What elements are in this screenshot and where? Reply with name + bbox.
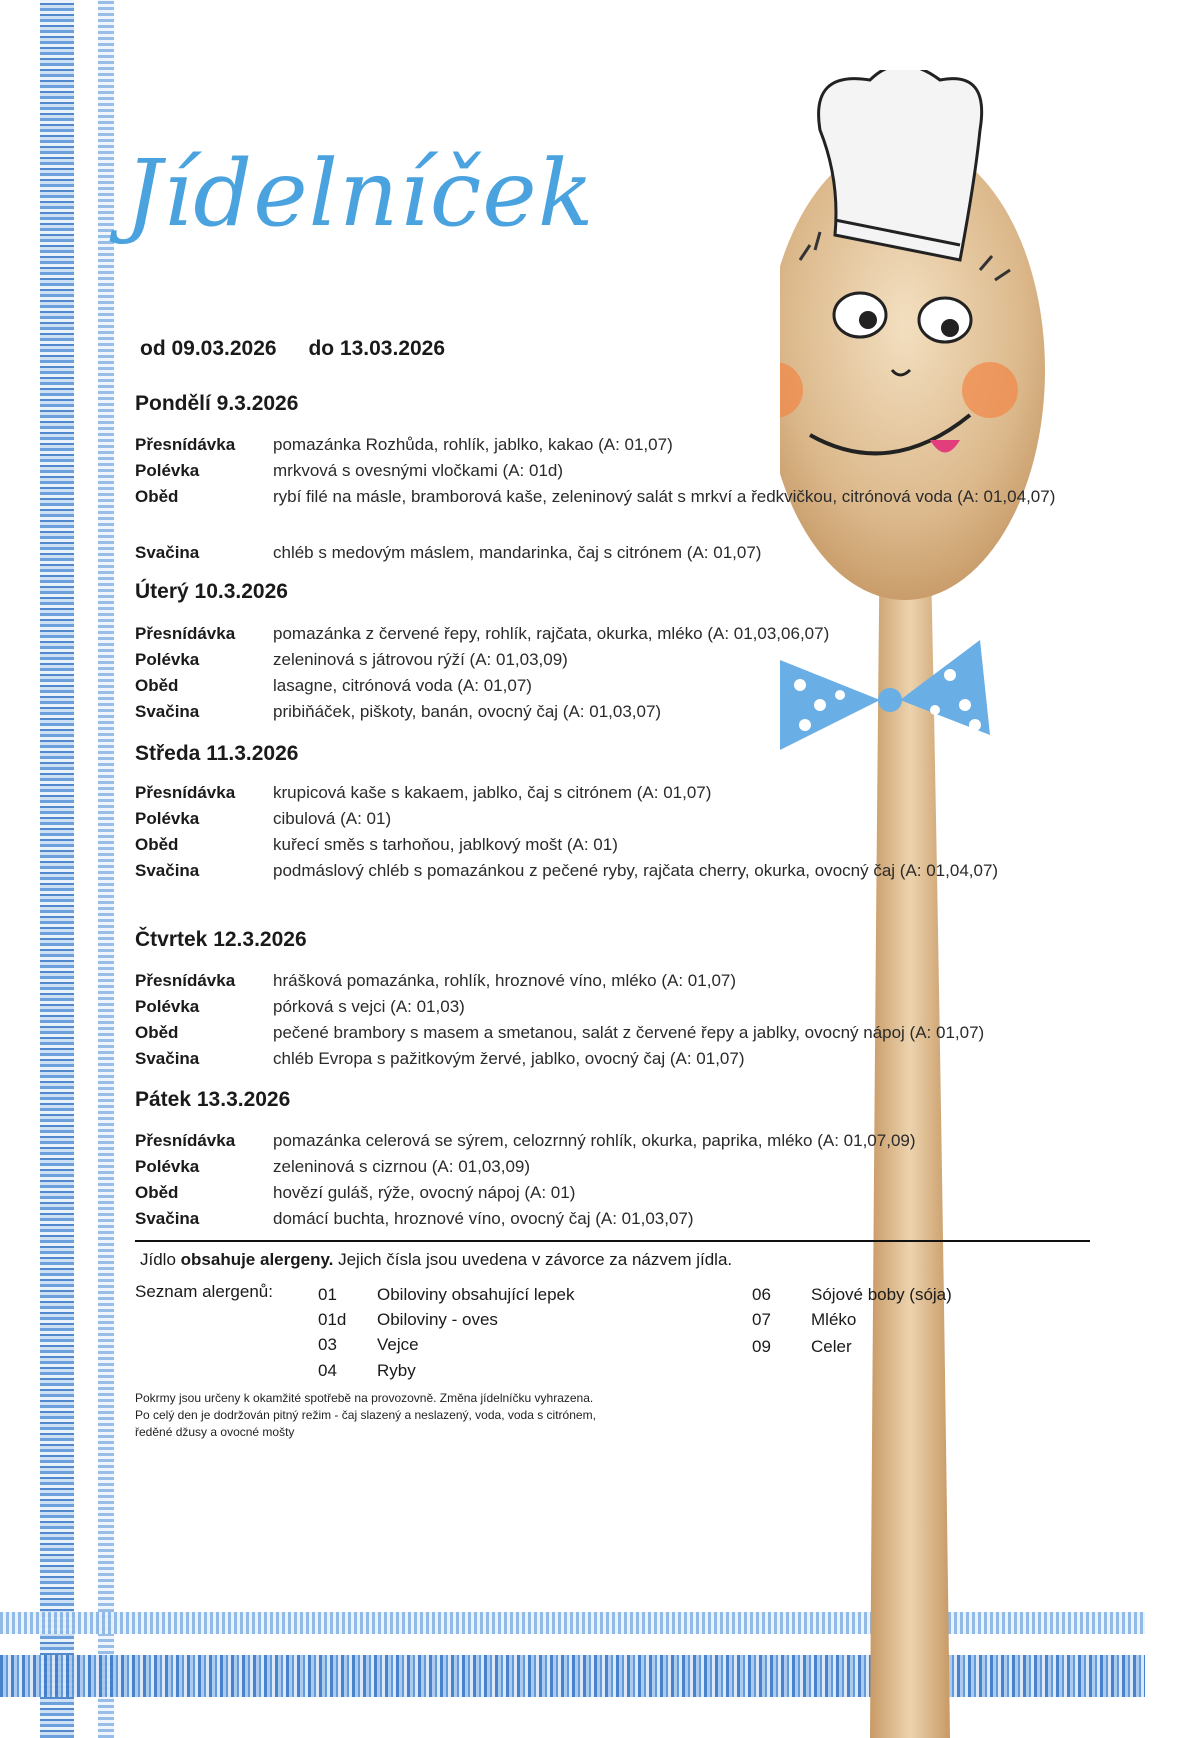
allergen-name: Obiloviny - oves — [377, 1310, 498, 1329]
meal-label: Svačina — [135, 702, 200, 721]
meal-text: zeleninová s cizrnou (A: 01,03,09) — [273, 1157, 531, 1176]
allergen-name: Mléko — [811, 1310, 857, 1329]
meal-label: Oběd — [135, 487, 179, 506]
day-heading: Čtvrtek 12.3.2026 — [135, 928, 307, 951]
date-from: od 09.03.2026 — [140, 337, 277, 360]
meal-text: kuřecí směs s tarhoňou, jablkový mošt (A: 01) — [273, 835, 618, 854]
meal-text: pomazánka Rozhůda, rohlík, jablko, kakao (A: 01,07) — [273, 435, 673, 454]
meal-text: pórková s vejci (A: 01,03) — [273, 997, 465, 1016]
meal-text: pribiňáček, piškoty, banán, ovocný čaj (A: 01,03,07) — [273, 702, 662, 721]
allergen-name: Ryby — [377, 1361, 416, 1380]
allergen-code: 04 — [318, 1361, 337, 1380]
meal-label: Polévka — [135, 997, 200, 1016]
meal-label: Polévka — [135, 1157, 200, 1176]
page-title: Jídelníček — [125, 140, 595, 247]
allergen-code: 03 — [318, 1335, 337, 1354]
meal-label: Svačina — [135, 543, 200, 562]
day-heading: Úterý 10.3.2026 — [135, 580, 288, 603]
meal-label: Polévka — [135, 461, 200, 480]
meal-label: Oběd — [135, 676, 179, 695]
allergen-name: Vejce — [377, 1335, 419, 1354]
date-to: do 13.03.2026 — [308, 337, 446, 360]
allergen-note-bold: obsahuje alergeny. — [180, 1250, 334, 1269]
meal-text: rybí filé na másle, bramborová kaše, zeleninový salát s mrkví a ředkvičkou, citrónová voda (A: 01,04,07) — [273, 487, 1056, 506]
meal-label: Oběd — [135, 1023, 179, 1042]
divider — [135, 1240, 1090, 1242]
allergen-name: Sójové boby (sója) — [811, 1285, 952, 1304]
meal-text: mrkvová s ovesnými vločkami (A: 01d) — [273, 461, 564, 480]
meal-text: hrášková pomazánka, rohlík, hroznové víno, mléko (A: 01,07) — [273, 971, 737, 990]
meal-label: Polévka — [135, 809, 200, 828]
footer-line: ředěné džusy a ovocné mošty — [135, 1425, 295, 1439]
meal-label: Svačina — [135, 1209, 200, 1228]
footer-line: Pokrmy jsou určeny k okamžité spotřebě na provozovně. Změna jídelníčku vyhrazena. — [135, 1391, 594, 1405]
meal-label: Přesnídávka — [135, 783, 236, 802]
date-range — [140, 337, 471, 361]
meal-text: lasagne, citrónová voda (A: 01,07) — [273, 676, 532, 695]
meal-label: Oběd — [135, 1183, 179, 1202]
meal-label: Svačina — [135, 1049, 200, 1068]
day-heading: Středa 11.3.2026 — [135, 742, 299, 765]
allergen-list-label: Seznam alergenů: — [135, 1282, 273, 1301]
meal-text: chléb Evropa s pažitkovým žervé, jablko, ovocný čaj (A: 01,07) — [273, 1049, 745, 1068]
meal-label: Polévka — [135, 650, 200, 669]
meal-text: domácí buchta, hroznové víno, ovocný čaj (A: 01,03,07) — [273, 1209, 694, 1228]
day-heading: Pátek 13.3.2026 — [135, 1088, 291, 1111]
allergen-name: Obiloviny obsahující lepek — [377, 1285, 575, 1304]
allergen-note-pre: Jídlo — [140, 1250, 181, 1269]
footer-line: Po celý den je dodržován pitný režim - čaj slazený a neslazený, voda, voda s citrónem, — [135, 1408, 596, 1422]
meal-label: Přesnídávka — [135, 1131, 236, 1150]
meal-text: podmáslový chléb s pomazánkou z pečené ryby, rajčata cherry, okurka, ovocný čaj (A: 01,04,07) — [273, 861, 999, 880]
meal-label: Přesnídávka — [135, 624, 236, 643]
allergen-code: 01 — [318, 1285, 337, 1304]
day-heading: Pondělí 9.3.2026 — [135, 392, 299, 415]
meal-text: krupicová kaše s kakaem, jablko, čaj s citrónem (A: 01,07) — [273, 783, 712, 802]
meal-text: zeleninová s játrovou rýží (A: 01,03,09) — [273, 650, 568, 669]
meal-label: Oběd — [135, 835, 179, 854]
allergen-code: 09 — [752, 1337, 771, 1356]
meal-text: hovězí guláš, rýže, ovocný nápoj (A: 01) — [273, 1183, 576, 1202]
meal-text: pomazánka celerová se sýrem, celozrnný rohlík, okurka, paprika, mléko (A: 01,07,09) — [273, 1131, 916, 1150]
meal-label: Svačina — [135, 861, 200, 880]
allergen-note — [140, 1250, 732, 1270]
allergen-code: 06 — [752, 1285, 771, 1304]
meal-text: chléb s medovým máslem, mandarinka, čaj s citrónem (A: 01,07) — [273, 543, 762, 562]
meal-text: pečené brambory s masem a smetanou, salát z červené řepy a jablky, ovocný nápoj (A: 01,07) — [273, 1023, 985, 1042]
meal-text: pomazánka z červené řepy, rohlík, rajčata, okurka, mléko (A: 01,03,06,07) — [273, 624, 830, 643]
footer-notes — [135, 1390, 835, 1441]
meal-label: Přesnídávka — [135, 435, 236, 454]
allergen-code: 01d — [318, 1310, 347, 1329]
meal-label: Přesnídávka — [135, 971, 236, 990]
allergen-code: 07 — [752, 1310, 771, 1329]
allergen-note-post: Jejich čísla jsou uvedena v závorce za názvem jídla. — [333, 1250, 733, 1269]
meal-text: cibulová (A: 01) — [273, 809, 392, 828]
allergen-name: Celer — [811, 1337, 852, 1356]
